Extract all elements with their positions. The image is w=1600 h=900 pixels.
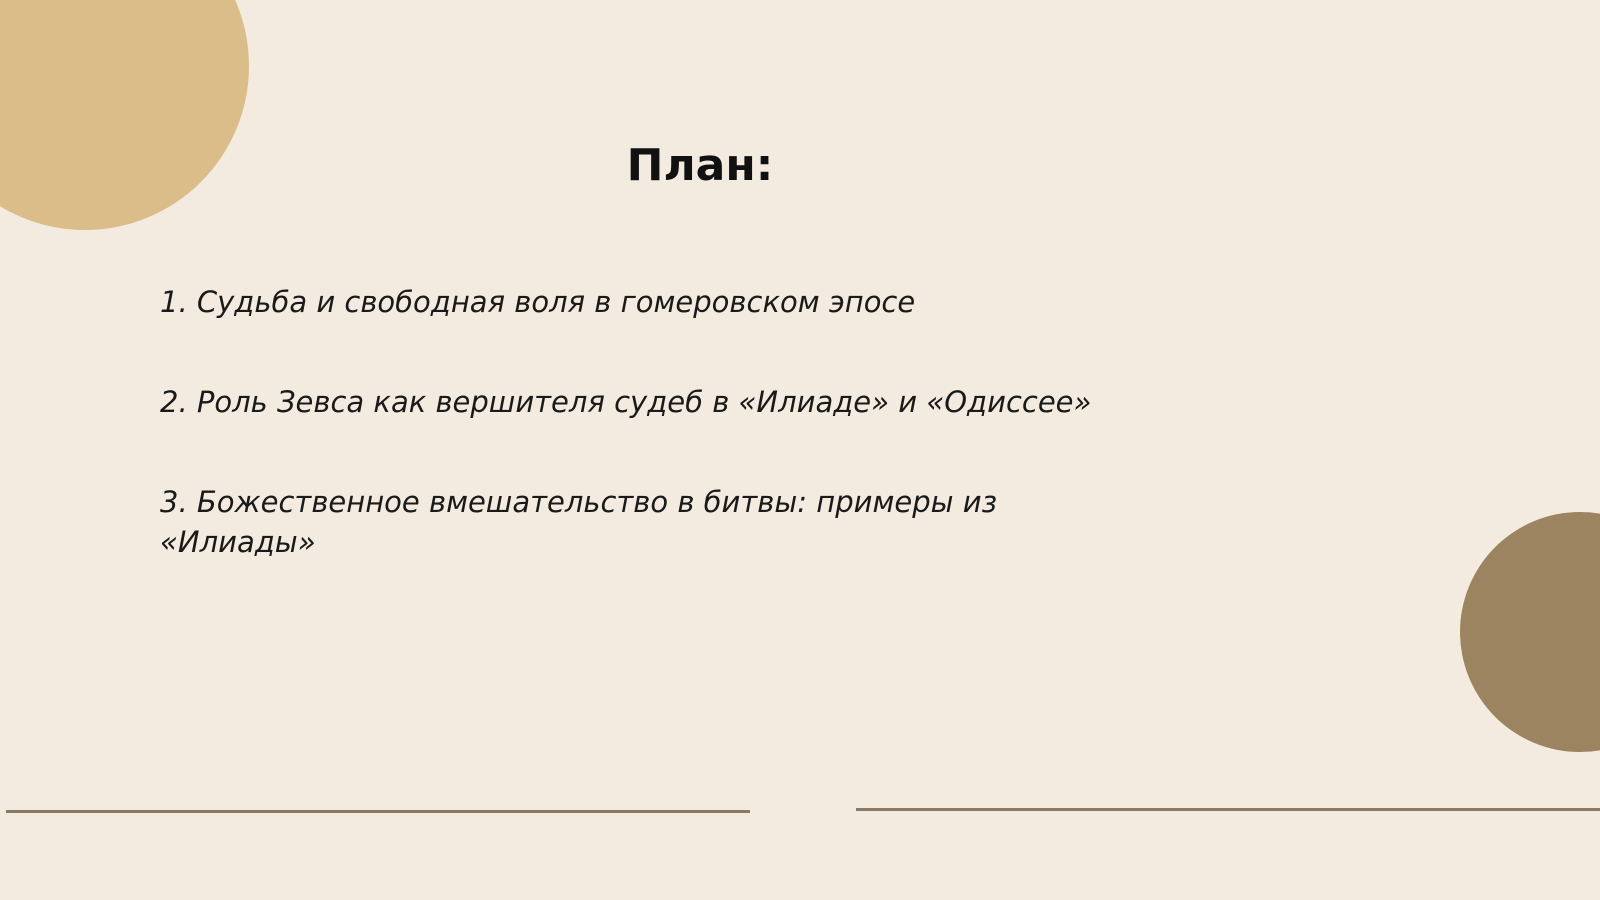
plan-item-1: 1. Судьба и свободная воля в гомеровском эпосе: [160, 285, 916, 319]
plan-item-3: 3. Божественное вмешательство в битвы: примеры из «Илиады»: [160, 485, 997, 559]
plan-list: [160, 282, 1100, 622]
divider-line-left: [6, 810, 750, 813]
decorative-circle-top-left: [0, 0, 249, 230]
slide-title: План:: [626, 140, 774, 191]
plan-item-2: 2. Роль Зевса как вершителя судеб в «Илиаде» и «Одиссее»: [160, 385, 1092, 419]
decorative-circle-right: [1460, 512, 1600, 752]
divider-line-right: [856, 808, 1600, 811]
